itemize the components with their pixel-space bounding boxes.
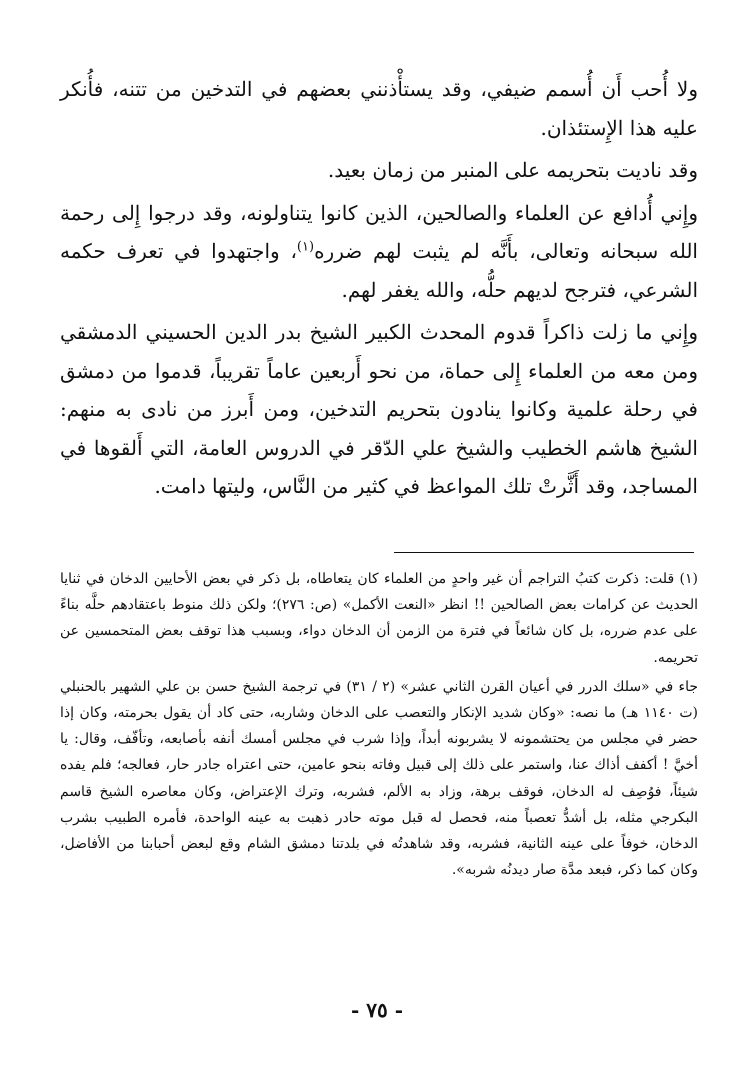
paragraph-2: وقد ناديت بتحريمه على المنبر من زمان بعيد. — [327, 158, 698, 182]
paragraph-4: وإِني ما زلت ذاكراً قدوم المحدث الكبير الشيخ بدر الدين الحسيني الدمشقي ومن معه من العلماء إِلى حماة، من نحو أَربعين عاماً تقريباً، قدموا من دمشق في رحلة علمية وكانوا ينادون بتحريم التدخين، ومن أَبرز من نادى به منهم: الشيخ هاشم الخطيب والشيخ علي الدّقر في الدروس العامة، التي أَلقوها في المساجد، وقد أَثَّرتْ تلك المواعظ في كثير من النَّاس، وليتها دامت. — [60, 320, 698, 498]
footnote-marker: (١) — [296, 239, 315, 255]
footnotes — [60, 566, 698, 883]
paragraph-1: ولا أُحب أَن أُسمم ضيفي، وقد يستأْذنني بعضهم في التدخين من تتنه، فأُنكر عليه هذا الإِستئذان. — [60, 77, 698, 140]
paragraph-3-after: ، واجتهدوا في تعرف حكمه الشرعي، فترجح لديهم حلُّه، والله يغفر لهم. — [60, 239, 698, 302]
main-text — [60, 70, 698, 506]
footnote-2: جاء في «سلك الدرر في أعيان القرن الثاني عشر» (٢ / ٣١) في ترجمة الشيخ حسن بن علي الشهير بالحنبلي (ت ١١٤٠ هـ) ما نصه: «وكان شديد الإنكار والتعصب على الدخان وشاربه، حتى كاد أن يقول بحرمته، وكان إذا حضر في مجلس من يحتشمونه لا يشربونه أبداً، وإذا شرب في مجلس أمسك أنفه بأصابعه، وتأفّف، وقال: يا أخيَّ ! أكفف أذاك عنا، واستمر على ذلك إلى قبيل وفاته بنحو عامين، حتى اعتراه جادر حار، فعالجه؛ فلم يفده شيئاً، فوُصِف له الدخان، فوقف برهة، وزاد به الألم، فشربه، وترك الإعتراض، وكان معاصره الشيخ قاسم البكرجي مثله، بل أشدُّ تعصباً منه، فحصل له قبل موته حادر ذهبت به عينه الواحدة، فأمره الطبيب بشرب الدخان، خوفاً على عينه الثانية، فشربه، وقد شاهدتُه في بلدتنا دمشق الشام وقع لبعض أحبابنا من الأفاضل، وكان كما ذكر، فبعد مدَّة صار ديدنُه شربه». — [60, 678, 698, 879]
page-number: - ٧٥ - — [350, 998, 403, 1022]
paragraph-3-before: وإِني أُدافع عن العلماء والصالحين، الذين كانوا يتناولونه، وقد درجوا إِلى رحمة الله سبحانه وتعالى، بأَنَّه لم يثبت لهم ضرره — [60, 200, 698, 263]
footnote-1: (١) قلت: ذكرت كتبُ التراجم أن غير واحدٍ من العلماء كان يتعاطاه، بل ذكر في بعض الأحايين الدخان في ثنايا الحديث عن كرامات بعض الصالحين !! انظر «النعت الأكمل» (ص: ٢٧٦)؛ ولكن ذلك منوط باعتقادهم حلَّه بناءً على عدم ضرره، بل كان شائعاً في فترة من الزمن أن الدخان دواء، وبسبب هذا توقف بعض المتحمسين عن تحريمه. — [60, 571, 698, 666]
paragraph-3 — [60, 194, 698, 310]
footnote-divider — [394, 552, 694, 553]
